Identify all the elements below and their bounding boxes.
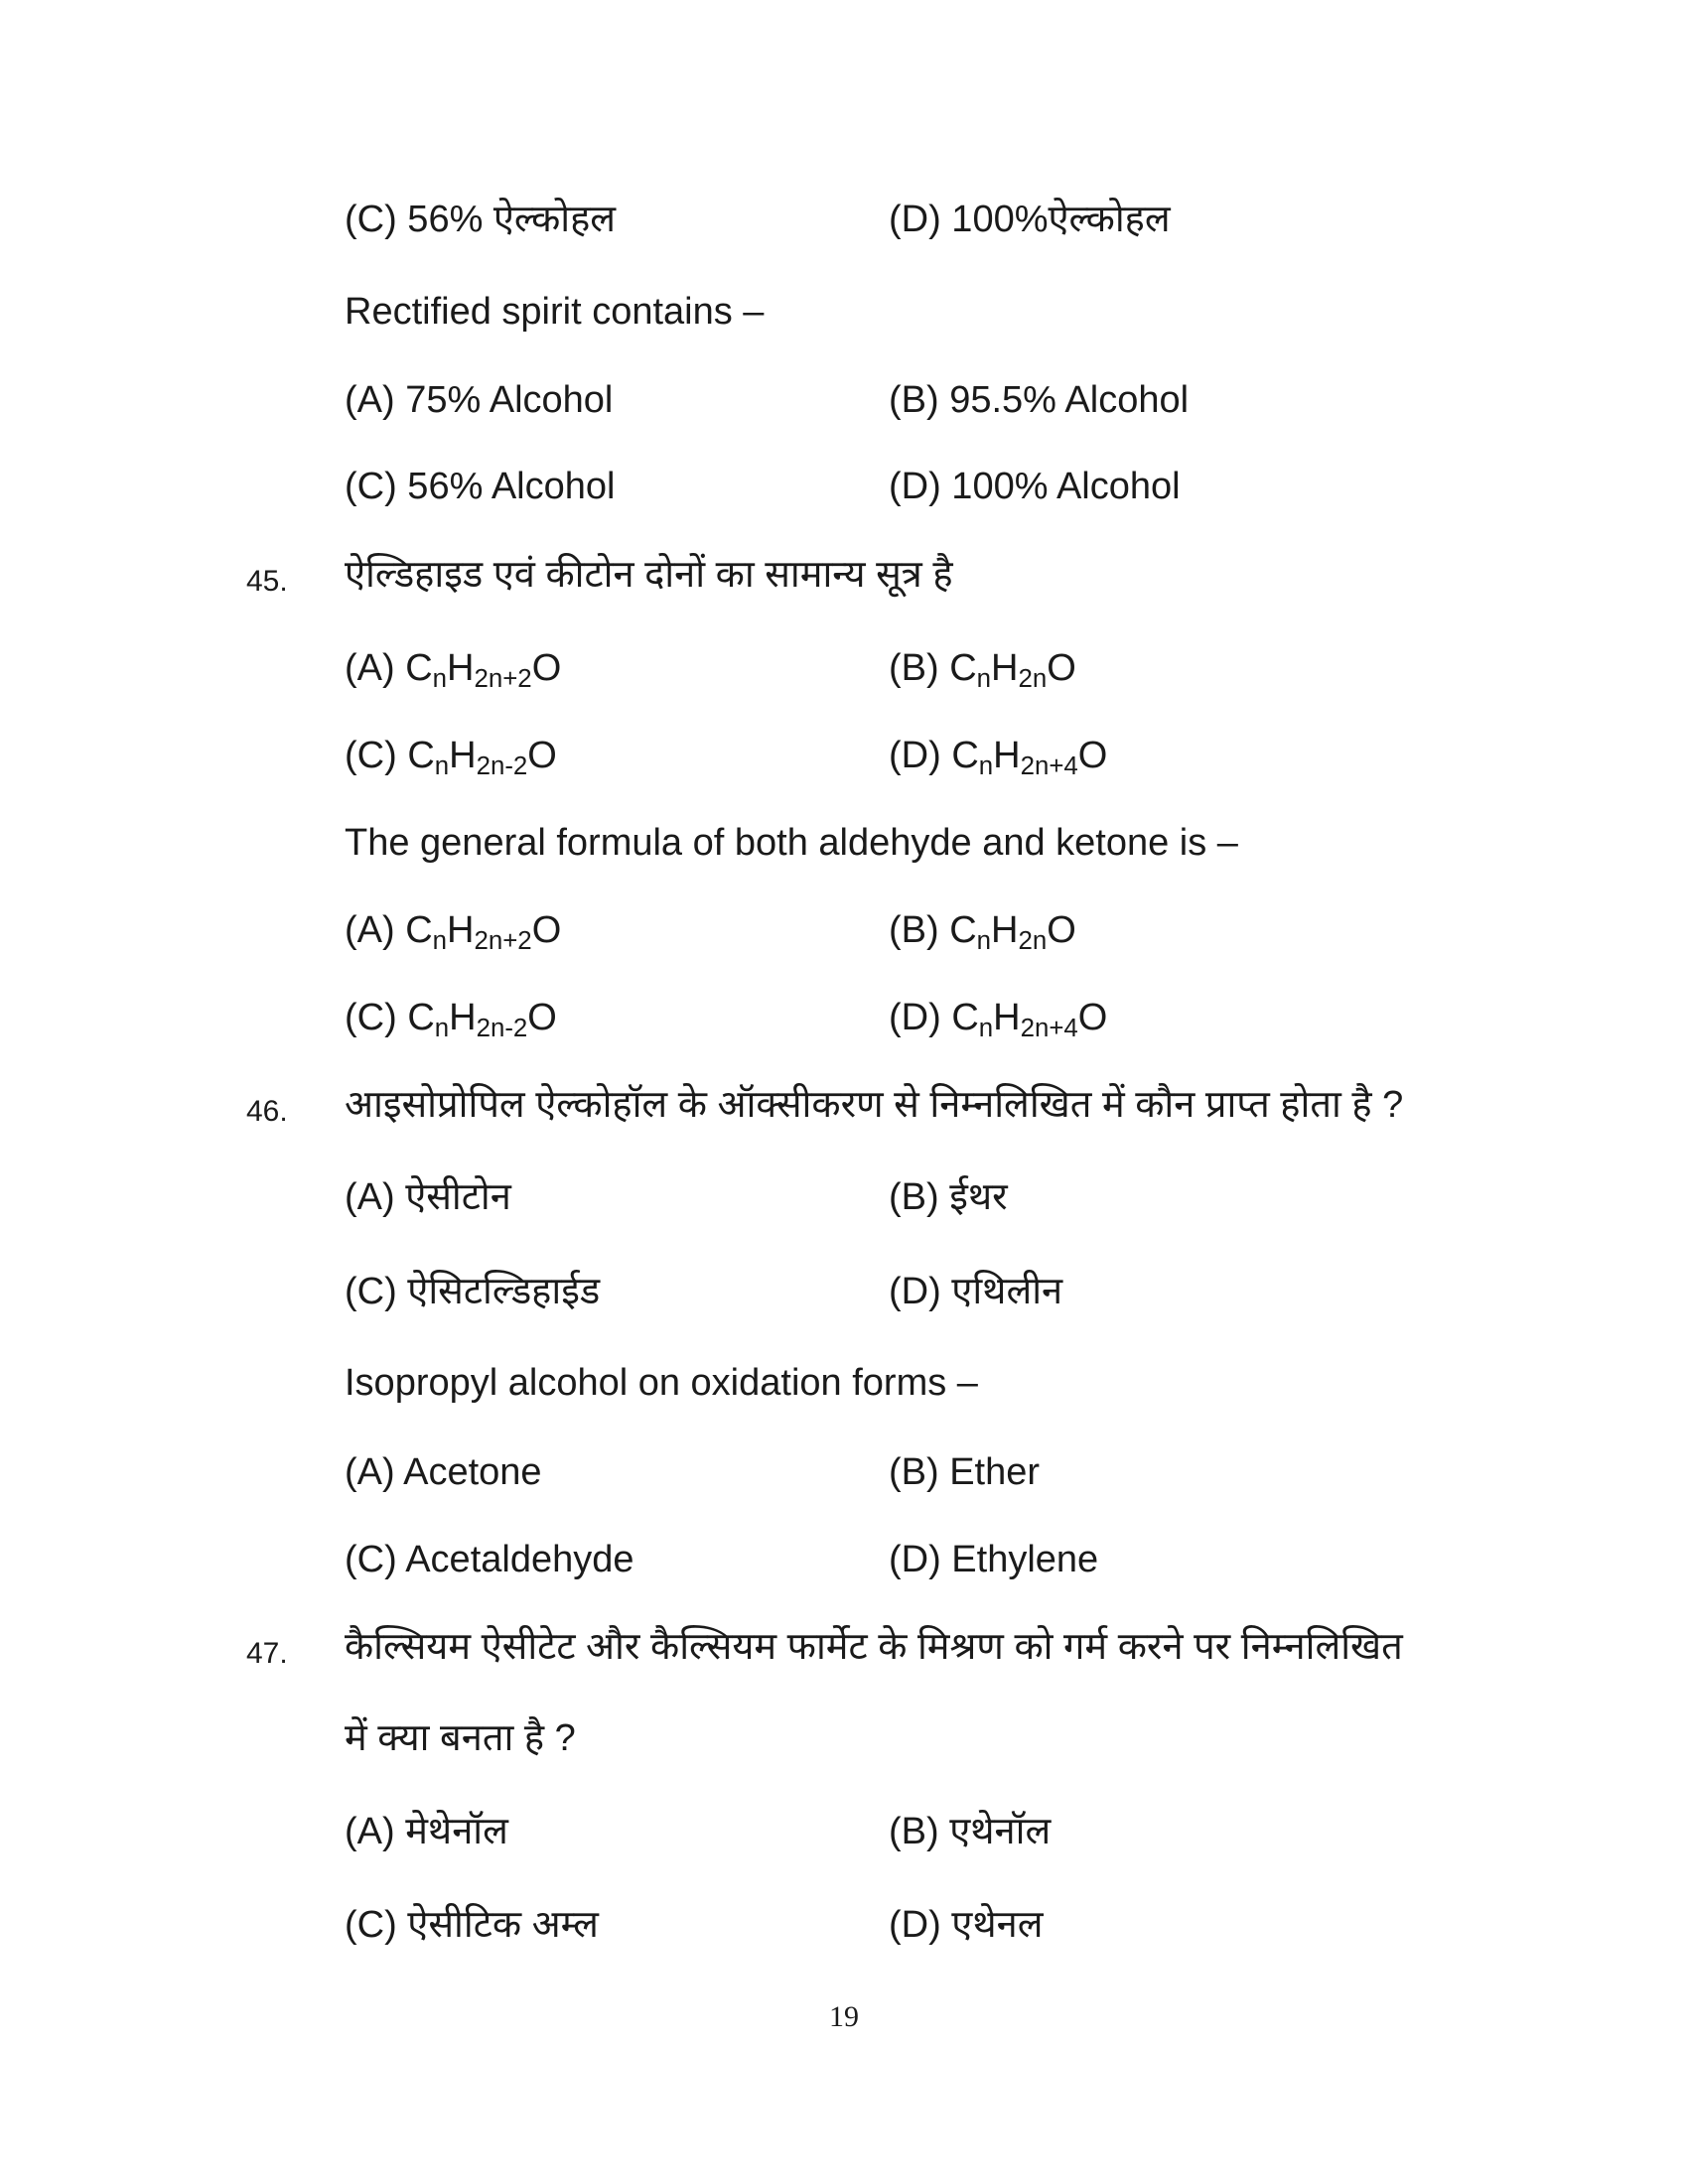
option-b: (B) 95.5% Alcohol bbox=[889, 379, 1190, 421]
option-d: (D) Ethylene bbox=[889, 1539, 1099, 1580]
question-stem-english: Isopropyl alcohol on oxidation forms – bbox=[345, 1362, 978, 1404]
option-a-hindi: (A) मेथेनॉल bbox=[345, 1811, 508, 1852]
page-number: 19 bbox=[829, 2000, 859, 2033]
formula-option-d-english: (D) $C_nH_{2n+4}O$ bbox=[889, 997, 1108, 1043]
option-c-hindi: (C) ऐसीटिक अम्ल bbox=[345, 1904, 599, 1946]
option-d-hindi: (D) 100%ऐल्कोहल bbox=[889, 199, 1171, 240]
formula-option-c-english: (C) $C_nH_{2n-2}O$ bbox=[345, 997, 557, 1043]
option-b-hindi: (B) ईथर bbox=[889, 1176, 1008, 1218]
question-stem-english: The general formula of both aldehyde and ketone is – bbox=[345, 822, 1238, 864]
option-c-hindi: (C) 56% ऐल्कोहल bbox=[345, 199, 617, 240]
formula-option-d: (D) $C_nH_{2n+4}O$ bbox=[889, 735, 1108, 781]
question-stem-hindi-line2: में क्या बनता है ? bbox=[345, 1717, 576, 1759]
question-number: 45. bbox=[246, 565, 288, 598]
question-number: 46. bbox=[246, 1095, 288, 1128]
formula-option-a-english: (A) $C_nH_{2n+2}O$ bbox=[345, 909, 562, 956]
option-a: (A) 75% Alcohol bbox=[345, 379, 614, 421]
option-b-hindi: (B) एथेनॉल bbox=[889, 1811, 1052, 1852]
option-b: (B) Ether bbox=[889, 1451, 1041, 1493]
option-c-hindi: (C) ऐसिटल्डिहाईड bbox=[345, 1271, 601, 1312]
option-d-hindi: (D) एथिलीन bbox=[889, 1271, 1063, 1312]
option-c: (C) Acetaldehyde bbox=[345, 1539, 634, 1580]
question-stem-hindi-line1: कैल्सियम ऐसीटेट और कैल्सियम फार्मेट के मिश्रण को गर्म करने पर निम्नलिखित bbox=[345, 1626, 1403, 1668]
option-a-hindi: (A) ऐसीटोन bbox=[345, 1176, 511, 1218]
question-stem-english: Rectified spirit contains – bbox=[345, 291, 765, 333]
question-stem-hindi: आइसोप्रोपिल ऐल्कोहॉल के ऑक्सीकरण से निम्नलिखित में कौन प्राप्त होता है ? bbox=[345, 1084, 1404, 1126]
formula-option-b: (B) $C_nH_{2n}O$ bbox=[889, 647, 1076, 694]
formula-option-b-english: (B) $C_nH_{2n}O$ bbox=[889, 909, 1076, 956]
option-a: (A) Acetone bbox=[345, 1451, 542, 1493]
option-c: (C) 56% Alcohol bbox=[345, 466, 616, 507]
formula-option-a: (A) $C_nH_{2n+2}O$ bbox=[345, 647, 562, 694]
question-stem-hindi: ऐल्डिहाइड एवं कीटोन दोनों का सामान्य सूत्र है bbox=[345, 554, 953, 596]
question-number: 47. bbox=[246, 1637, 288, 1670]
option-d-hindi: (D) एथेनल bbox=[889, 1904, 1044, 1946]
option-d: (D) 100% Alcohol bbox=[889, 466, 1181, 507]
formula-option-c: (C) $C_nH_{2n-2}O$ bbox=[345, 735, 557, 781]
